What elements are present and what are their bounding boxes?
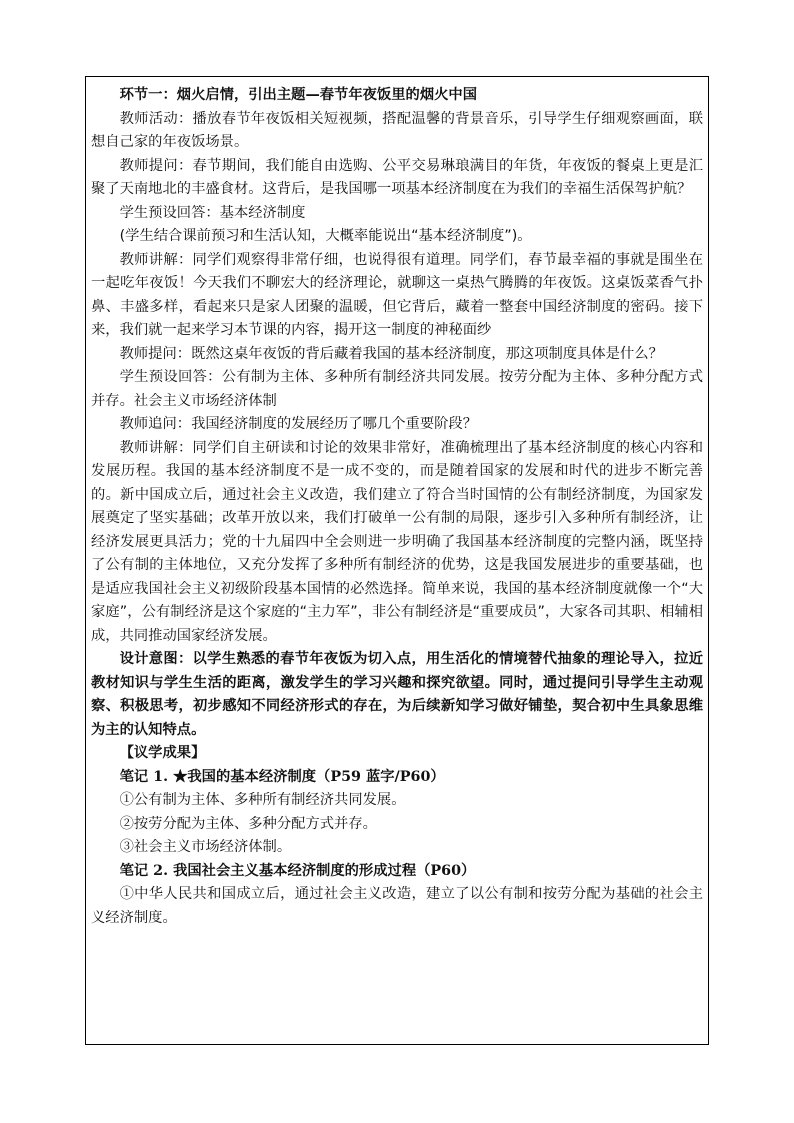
paragraph-teacher-question-2: 教师提问：既然这桌年夜饭的背后藏着我国的基本经济制度，那这项制度具体是什么？ [119,345,663,362]
paragraph-teacher-explain-2: 教师讲解：同学们自主研读和讨论的效果非常好，准确梳理出了基本经济制度的核心内容和发展历程。我国的基本经济制度不是一成不变的，而是随着国家的发展和时代的进步不断完善的。新中国成立后，通过社会主义改造，我们建立了符合当时国情的公有制经济制度，为国家发展奠定了坚实基础；改革开放以来，我们打破单一公有制的局限，逐步引入多种所有制经济，让经济发展更具活力；党的十九届四中全会则进一步明确了我国基本经济制度的完整内涵，既坚持了公有制的主体地位，又充分发挥了多种所有制经济的优势，这是我国发展进步的重要基础，也是适应我国社会主义初级阶段基本国情的必然选择。简单来说，我国的基本经济制度就像一个“大家庭”，公有制经济是这个家庭的“主力军”，非公有制经济是“重要成员”，大家各司其职、相辅相成，共同推动国家经济发展。 [91,439,703,644]
paragraph-teacher-activity: 教师活动：播放春节年夜饭相关短视频，搭配温馨的背景音乐，引导学生仔细观察画面，联想自己家的年夜饭场景。 [91,110,703,150]
paragraph-student-note: (学生结合课前预习和生活认知，大概率能说出“基本经济制度”)。 [119,228,532,244]
results-heading: 【议学成果】 [119,745,206,761]
note-1-item: ①公有制为主体、多种所有制经济共同发展。 [119,792,406,808]
design-intent: 设计意图：以学生熟悉的春节年夜饭为切入点，用生活化的情境替代抽象的理论导入，拉近教材知识与学生生活的距离，激发学生的学习兴趣和探究欲望。同时，通过提问引导学生主动观察、积极思考，初步感知不同经济形式的存在，为后续新知学习做好铺垫，契合初中生具象思维为主的认知特点。 [91,651,703,738]
paragraph-teacher-followup: 教师追问：我国经济制度的发展经历了哪几个重要阶段？ [119,416,478,432]
paragraph-teacher-question-1: 教师提问：春节期间，我们能自由选购、公平交易琳琅满目的年货，年夜饭的餐桌上更是汇聚了天南地北的丰盛食材。这背后，是我国哪一项基本经济制度在为我们的幸福生活保驾护航？ [91,157,703,197]
paragraph-student-answer-2: 学生预设回答：公有制为主体、多种所有制经济共同发展。按劳分配为主体、多种分配方式并存。社会主义市场经济体制 [91,369,703,409]
note-1-title: 笔记 1. ★我国的基本经济制度（P59 蓝字/P60） [119,768,445,785]
paragraph-teacher-explain-1: 教师讲解：同学们观察得非常仔细，也说得很有道理。同学们，春节最幸福的事就是围坐在一起吃年夜饭！今天我们不聊宏大的经济理论，就聊这一桌热气腾腾的年夜饭。这桌饭菜香气扑鼻、丰盛多样，看起来只是家人团聚的温暖，但它背后，藏着一整套中国经济制度的密码。接下来，我们就一起来学习本节课的内容，揭开这一制度的神秘面纱 [91,251,703,338]
note-1-item: ③社会主义市场经济体制。 [119,839,292,855]
note-1-item: ②按劳分配为主体、多种分配方式并存。 [119,815,377,832]
section-heading: 环节一：烟火启情，引出主题—春节年夜饭里的烟火中国 [119,87,478,103]
note-2-title: 笔记 2. 我国社会主义基本经济制度的形成过程（P60） [119,862,476,879]
lesson-content [91,84,703,930]
paragraph-student-answer-1: 学生预设回答：基本经济制度 [119,204,306,221]
note-2-item: ①中华人民共和国成立后，通过社会主义改造，建立了以公有制和按劳分配为基础的社会主义经济制度。 [91,886,703,926]
